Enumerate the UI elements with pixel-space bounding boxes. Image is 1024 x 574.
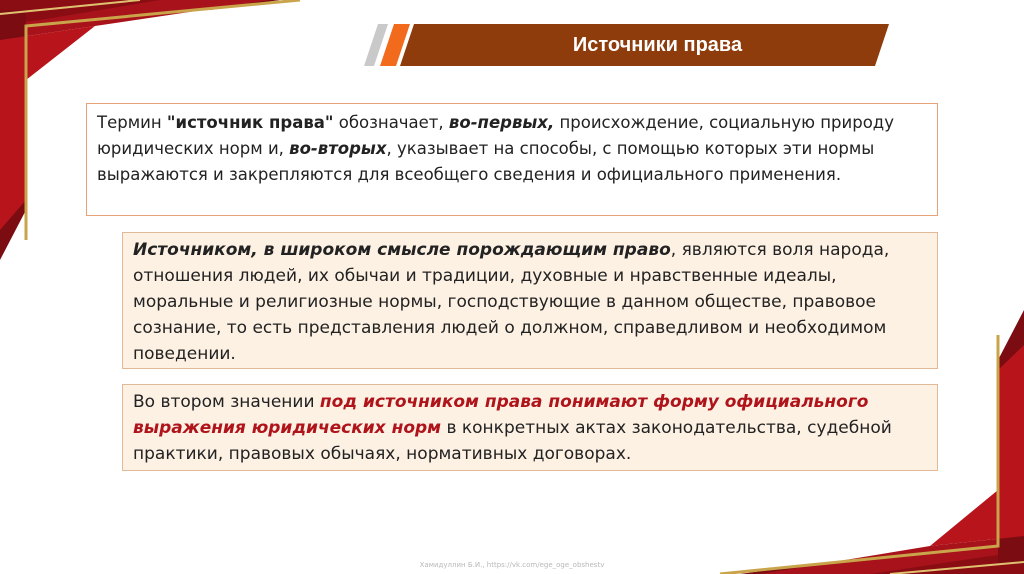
- second-meaning-box: [122, 384, 938, 471]
- definition-text: Термин "источник права" обозначает, во-первых, происхождение, социальную природу юридических норм и, во-вторых, указывает на способы, с помощью которых эти нормы выражаются и закрепляются для всеобщего сведения и официального применения.: [97, 113, 894, 184]
- second-meaning-text: Во втором значении под источником права понимают форму официального выражения юридических норм в конкретных актах законодательства, судебной практики, правовых обычаях, нормативных договорах.: [133, 392, 892, 464]
- definition-box: [86, 103, 938, 216]
- title-banner: [364, 24, 889, 66]
- page-title: Источники права: [572, 34, 743, 56]
- emphasis-text: под источником права понимают форму официального выражения юридических норм: [133, 392, 869, 438]
- footer-credit: Хамидуллин Б.И., https://vk.com/ege_oge_obshestv: [419, 561, 605, 569]
- broad-meaning-box: [122, 232, 938, 369]
- broad-meaning-text: Источником, в широком смысле порождающим право, являются воля народа, отношения людей, их обычаи и традиции, духовные и нравственные идеалы, моральные и религиозные нормы, господствующие в данном обществе, правовое сознание, то есть представления людей о должном, справедливом и необходимом поведении.: [133, 240, 890, 364]
